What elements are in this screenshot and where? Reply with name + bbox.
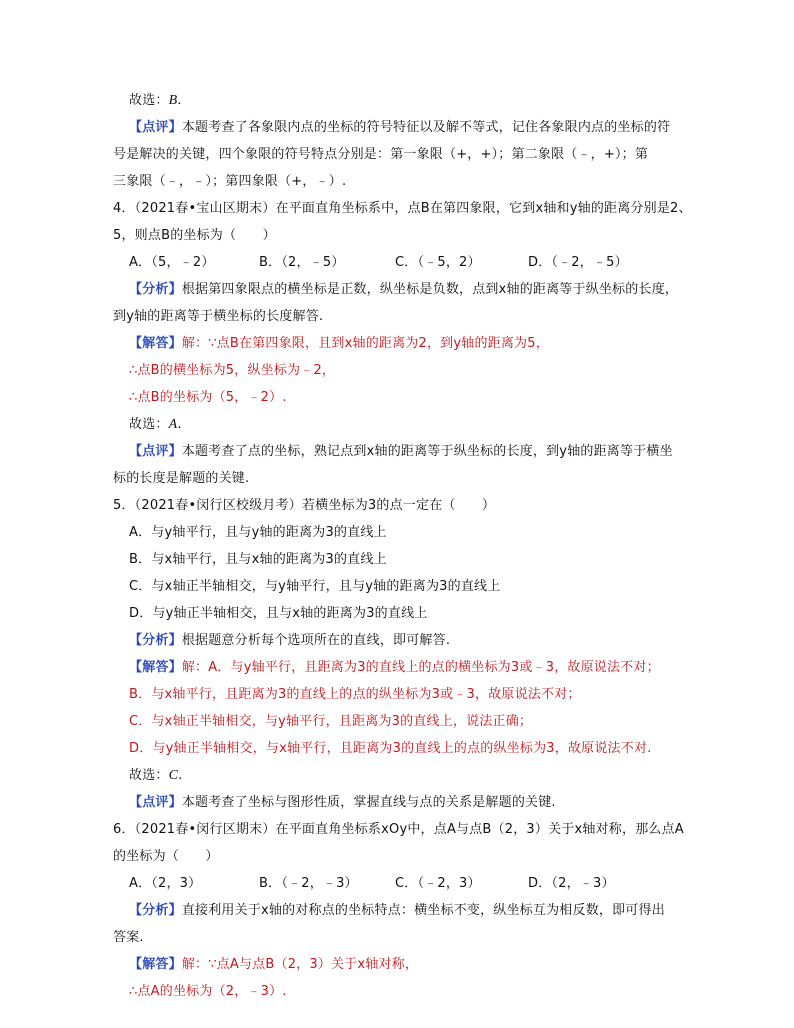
q5-analysis (129, 632, 450, 650)
q5-solution-line-2: B．与x轴平行，且距离为3的直线上的点的纵坐标为3或﹣3，故原说法不对； (129, 687, 581, 702)
comment-text: 本题考查了坐标与图形性质，掌握直线与点的关系是解题的关键. (181, 795, 556, 810)
q6-option-b: B．（﹣2，﹣3） (259, 876, 358, 891)
q4-solution-line-1 (129, 335, 549, 353)
q6-options (129, 875, 615, 893)
choice-period: . (178, 768, 183, 783)
choice-letter: B (168, 93, 178, 108)
q4-solution-line-2: ∴点B的横坐标为5，纵坐标为﹣2， (129, 363, 336, 378)
comment-tag: 【点评】 (129, 795, 182, 810)
q4-comment-line-1 (129, 443, 673, 461)
q6-solution-line-2: ∴点A的坐标为（2，﹣3）. (129, 984, 287, 999)
q5-solution-line-3: C．与x轴正半轴相交，与y轴平行，且距离为3的直线上，说法正确； (129, 714, 533, 729)
q3-comment-line-2: 号是解决的关键，四个象限的符号特点分别是：第一象限（+，+）；第二象限（﹣，+）；第 (113, 147, 649, 162)
q3-comment-line-3: 三象限（﹣，﹣）；第四象限（+，﹣）. (113, 174, 347, 189)
choice-period: . (177, 417, 182, 432)
solution-tag: 【解答】 (129, 957, 182, 972)
q4-analysis-line-2: 到y轴的距离等于横坐标的长度解答. (113, 309, 324, 324)
analysis-tag: 【分析】 (129, 903, 182, 918)
solution-tag: 【解答】 (129, 660, 182, 675)
q4-comment-line-2: 标的长度是解题的关键. (113, 471, 250, 486)
analysis-text: 根据题意分析每个选项所在的直线，即可解答. (181, 633, 451, 648)
comment-text: 本题考查了点的坐标，熟记点到x轴的距离等于纵坐标的长度，到y轴的距离等于横坐 (181, 444, 673, 459)
solution-text: 解：∵点B在第四象限，且到x轴的距离为2，到y轴的距离为5， (181, 336, 549, 351)
q6-option-a: A．（2，3） (129, 876, 202, 891)
q5-option-b: B．与x轴平行，且与x轴的距离为3的直线上 (129, 552, 387, 567)
q6-stem-line-1: 6．（2021春•闵行区期末）在平面直角坐标系xOy中，点A与点B（2，3）关于x轴对称，那么点A (113, 822, 684, 837)
solution-text: 解：A．与y轴平行，且距离为3的直线上的点的横坐标为3或﹣3，故原说法不对； (181, 660, 660, 675)
choice-label: 故选： (129, 417, 169, 432)
q3-answer-choice (129, 92, 182, 110)
q5-option-a: A．与y轴平行，且与y轴的距离为3的直线上 (129, 525, 387, 540)
analysis-text: 根据第四象限点的横坐标是正数，纵坐标是负数，点到x轴的距离等于纵坐标的长度， (181, 282, 679, 297)
q5-option-d: D．与y轴正半轴相交，且与x轴的距离为3的直线上 (129, 606, 428, 621)
q4-stem-line-1: 4．（2021春•宝山区期末）在平面直角坐标系中，点B在第四象限，它到x轴和y轴的距离分别是2、 (113, 201, 692, 216)
choice-letter: C (168, 768, 179, 783)
q6-option-d: D．（2，﹣3） (528, 876, 615, 891)
q4-stem-line-2: 5，则点B的坐标为（ ） (113, 228, 276, 243)
comment-tag: 【点评】 (129, 120, 182, 135)
q4-analysis-line-1 (129, 281, 678, 299)
q4-option-c: C．（﹣5，2） (395, 255, 481, 270)
q6-solution-line-1 (129, 956, 418, 974)
q5-solution-line-4: D．与y轴正半轴相交，与x轴平行，且距离为3的直线上的点的纵坐标为3，故原说法不对. (129, 741, 652, 756)
q4-option-b: B．（2，﹣5） (259, 255, 345, 270)
solution-tag: 【解答】 (129, 336, 182, 351)
q4-options (129, 254, 628, 272)
solution-text: 解：∵点A与点B（2，3）关于x轴对称， (181, 957, 419, 972)
choice-period: . (177, 93, 182, 108)
choice-letter: A (168, 417, 178, 432)
q6-analysis-line-1 (129, 902, 665, 920)
q5-option-c: C．与x轴正半轴相交，与y轴平行，且与y轴的距离为3的直线上 (129, 579, 501, 594)
q6-option-c: C．（﹣2，3） (395, 876, 481, 891)
comment-text: 本题考查了各象限内点的坐标的符号特征以及解不等式，记住各象限内点的坐标的符 (181, 120, 671, 135)
choice-label: 故选： (129, 93, 169, 108)
q4-option-a: A．（5，﹣2） (129, 255, 215, 270)
analysis-tag: 【分析】 (129, 633, 182, 648)
choice-label: 故选： (129, 768, 169, 783)
q5-comment (129, 794, 556, 812)
q4-option-d: D．（﹣2，﹣5） (528, 255, 628, 270)
q3-comment-line-1 (129, 119, 670, 137)
q6-stem-line-2: 的坐标为（ ） (113, 849, 219, 864)
q5-stem: 5．（2021春•闵行区校级月考）若横坐标为3的点一定在（ ） (113, 498, 496, 513)
comment-tag: 【点评】 (129, 444, 182, 459)
q6-analysis-line-2: 答案. (113, 930, 144, 945)
q5-solution-line-1 (129, 659, 660, 677)
analysis-tag: 【分析】 (129, 282, 182, 297)
analysis-text: 直接利用关于x轴的对称点的坐标特点：横坐标不变，纵坐标互为相反数，即可得出 (181, 903, 665, 918)
q5-answer-choice (129, 767, 183, 785)
q4-solution-line-3: ∴点B的坐标为（5，﹣2）. (129, 390, 287, 405)
q4-answer-choice (129, 416, 182, 434)
